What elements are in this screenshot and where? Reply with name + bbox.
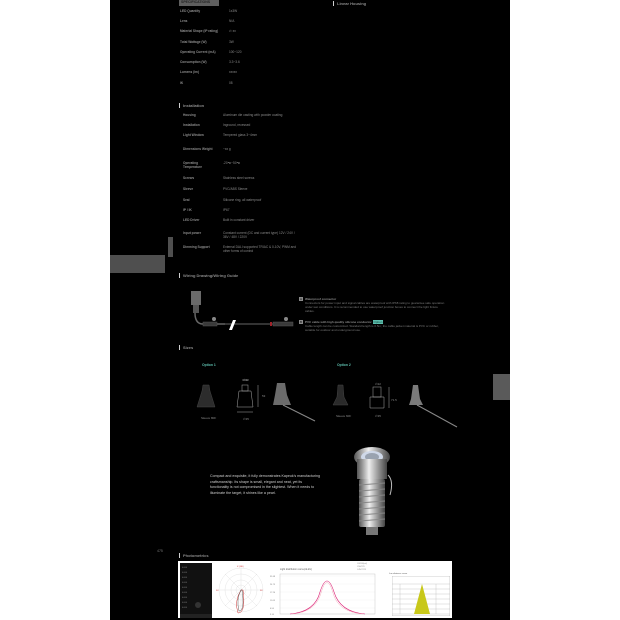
option1-height-dim: 53 xyxy=(262,394,266,398)
svg-text:24.73: 24.73 xyxy=(270,584,276,586)
product-description: Compact and exquisite, it fully demonstrates Kapeuk's manufacturing craftsmanship. Its shape is small, elegant and neat, yet its functionality is not compromised in the slightest. When it needs to illuminate the target, it shines like a pearl. xyxy=(210,474,320,495)
svg-text:0.000: 0.000 xyxy=(182,567,188,569)
wiring-note-a: Waterproof connector Connectors for power input and signal cables are waterproof with IP68 rating to guarantee safe operation under wet conditions. It is recommended to use waterproof junction boxes to connect the light fixture cables. xyxy=(305,297,445,313)
wiring-note-b: PVC cable with high quality silicone conductor Option Cable length can be customized. Standard length is 0.5m; the cable jacket material is PVC or rubber, suitable for outdoor and underground use. xyxy=(305,320,439,332)
side-tab-right xyxy=(493,374,510,400)
svg-text:0.000: 0.000 xyxy=(182,572,188,574)
svg-text:0.000: 0.000 xyxy=(182,607,188,609)
page-number: 475 xyxy=(157,549,163,553)
wiring-title: Wiring Drawing/Wiring Guide xyxy=(179,273,238,278)
wiring-diagram xyxy=(185,288,305,338)
option2-sleeve-caption: Sleeve 60F xyxy=(336,414,352,418)
svg-text:0.000: 0.000 xyxy=(182,577,188,579)
sizes-drawings xyxy=(195,375,460,435)
svg-text:0.000: 0.000 xyxy=(182,582,188,584)
option1-label: Option 1 xyxy=(202,363,216,367)
light-distribution-curve xyxy=(270,572,380,618)
side-tab-marker xyxy=(168,237,173,257)
side-tab-left xyxy=(110,255,165,273)
svg-text:0.000: 0.000 xyxy=(182,602,188,604)
marker-b: B xyxy=(299,320,302,324)
polar-right-label: 90° xyxy=(260,590,264,592)
intensity-map xyxy=(180,563,212,618)
option2-bottom-dim: ∅35 xyxy=(375,414,381,418)
option1-top-dim: ∅22 xyxy=(243,378,249,382)
linear-housing-title: Linear Housing xyxy=(333,1,366,6)
option2-top-dim: ∅22 xyxy=(375,382,381,386)
polar-left-label: 90° xyxy=(216,590,220,592)
polar-diagram xyxy=(216,563,266,618)
curve-title: Light distribution curve(cd-klx) xyxy=(280,568,312,571)
svg-text:33.48: 33.48 xyxy=(270,576,276,578)
svg-text:11.08: 11.08 xyxy=(270,600,275,602)
svg-text:17.26: 17.26 xyxy=(270,592,276,594)
photometrics-title: Photometrics xyxy=(179,553,209,558)
product-render xyxy=(350,445,400,540)
curve-legend: C0/180(cd) C90/270 C45/C225 xyxy=(357,563,367,571)
sizes-title: Sizes xyxy=(179,345,193,350)
option1-sleeve-caption: Sleeve 80F xyxy=(201,416,217,420)
specifications-header: SPECIFICATIONS xyxy=(181,0,211,4)
option1-bottom-dim: ∅35 xyxy=(243,417,249,421)
svg-text:6.94: 6.94 xyxy=(270,608,274,610)
svg-text:0.000: 0.000 xyxy=(182,597,188,599)
polar-top-label: 0°(180) xyxy=(237,566,244,568)
svg-text:0.000: 0.000 xyxy=(182,587,188,589)
illuminance-title: Lux distance curve xyxy=(389,573,408,575)
svg-text:3.14: 3.14 xyxy=(270,614,274,616)
installation-title: Installation xyxy=(179,103,204,108)
illuminance-table xyxy=(392,576,450,616)
option2-height-dim: 71.5 xyxy=(391,398,397,402)
option2-label: Option 2 xyxy=(337,363,351,367)
svg-text:0.000: 0.000 xyxy=(182,592,188,594)
marker-a: A xyxy=(299,297,302,301)
